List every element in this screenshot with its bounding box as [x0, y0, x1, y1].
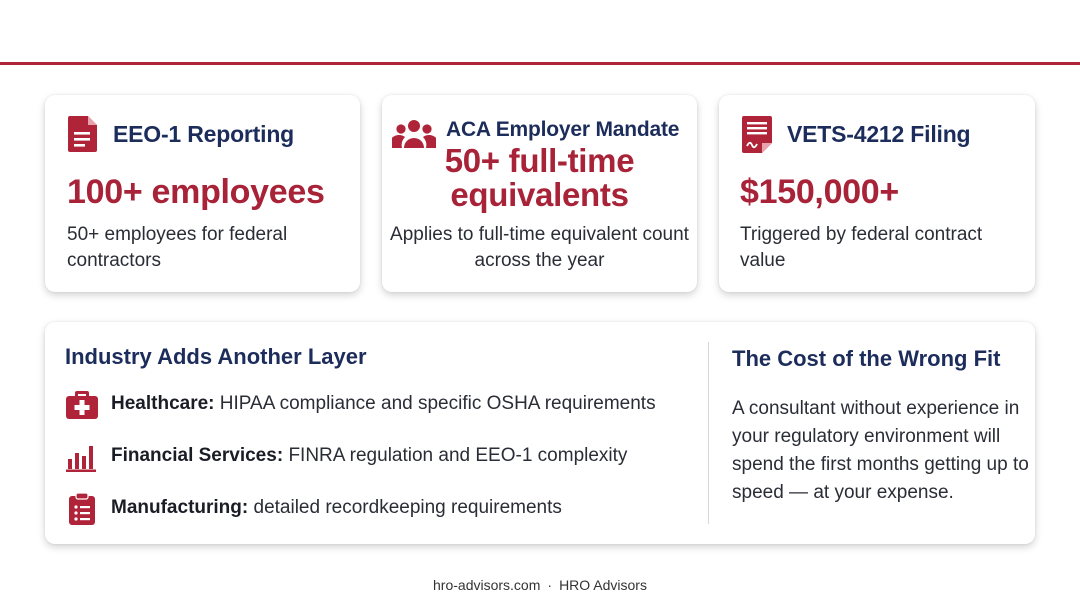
cost-body: A consultant without experience in your regulatory environment will spend the first months getting up to speed — at your expense.: [732, 398, 1029, 503]
industry-label: Financial Services:: [111, 445, 284, 466]
industry-item-healthcare: [65, 388, 705, 422]
card-title: ACA Employer Mandate: [446, 118, 680, 141]
vets4212-card: [719, 95, 1035, 292]
top-accent-rule: [0, 62, 1080, 65]
aca-card: [382, 95, 697, 292]
footer-separator: ·: [547, 577, 553, 593]
card-value: 100+ employees: [67, 173, 325, 211]
industry-text: FINRA regulation and EEO-1 complexity: [288, 445, 628, 466]
bar-chart-icon: [65, 440, 99, 472]
industry-text: detailed recordkeeping requirements: [253, 497, 562, 518]
industry-item-manufacturing: [65, 492, 705, 526]
eeo1-card: [45, 95, 360, 292]
industry-label: Manufacturing:: [111, 497, 249, 518]
clipboard-list-icon: [65, 492, 99, 526]
vertical-divider: [708, 342, 709, 524]
industry-item-financial: [65, 440, 705, 474]
card-description: Triggered by federal contract value: [740, 224, 983, 271]
medical-kit-icon: [65, 388, 99, 420]
industry-card: [45, 322, 1035, 544]
signed-document-icon: [741, 115, 775, 155]
document-icon: [67, 115, 99, 153]
card-value: 50+ full-time equivalents: [444, 142, 635, 213]
card-description: 50+ employees for federal contractors: [67, 224, 288, 271]
footer: [0, 577, 1080, 593]
footer-site: hro-advisors.com: [433, 577, 541, 593]
cost-title: The Cost of the Wrong Fit: [732, 346, 1001, 371]
card-title: EEO-1 Reporting: [113, 121, 295, 147]
card-title: VETS-4212 Filing: [787, 121, 971, 147]
card-description: Applies to full-time equivalent count across the year: [390, 224, 689, 271]
footer-company: HRO Advisors: [559, 577, 647, 593]
card-value: $150,000+: [740, 173, 899, 211]
industry-label: Healthcare:: [111, 393, 215, 414]
industry-text: HIPAA compliance and specific OSHA requirements: [219, 393, 656, 414]
industry-title: Industry Adds Another Layer: [65, 344, 367, 369]
